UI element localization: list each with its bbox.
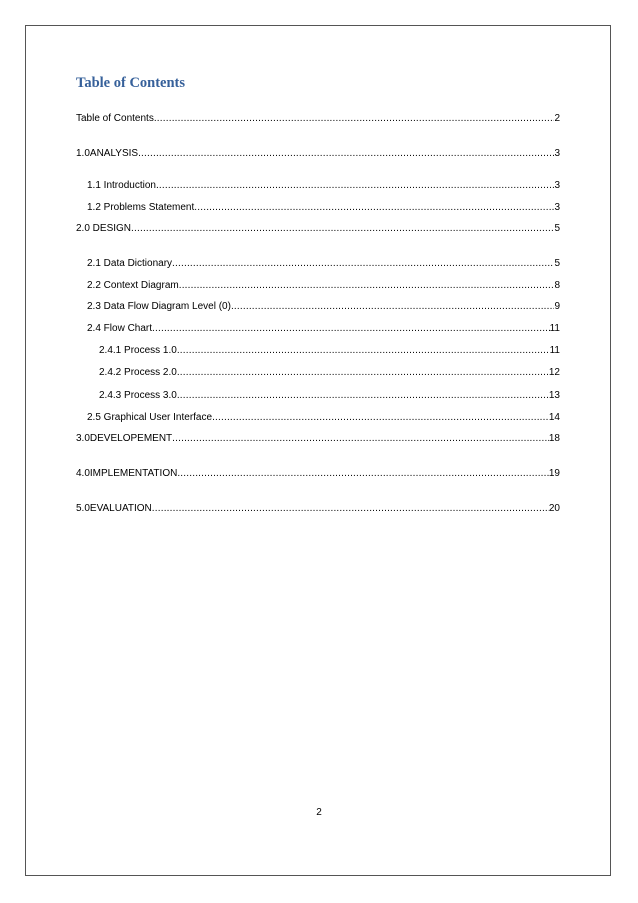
toc-entry-title: 3.0DEVELOPEMENT bbox=[76, 433, 173, 444]
toc-entry-title: 1.2 Problems Statement bbox=[87, 202, 195, 213]
toc-entry-page: 8 bbox=[554, 280, 560, 291]
toc-entry-title: 1.1 Introduction bbox=[87, 180, 156, 191]
toc-list bbox=[76, 0, 560, 903]
toc-entry-page: 2 bbox=[554, 113, 560, 124]
toc-entry-page: 9 bbox=[554, 301, 560, 312]
toc-entry-page: 3 bbox=[554, 148, 560, 159]
toc-entry-leader bbox=[194, 201, 554, 215]
toc-entry-design[interactable] bbox=[76, 222, 560, 236]
toc-entry-process-2[interactable] bbox=[99, 366, 560, 380]
toc-entry-introduction[interactable] bbox=[87, 179, 560, 193]
toc-heading: Table of Contents bbox=[76, 75, 186, 91]
toc-entry-process-1[interactable] bbox=[99, 344, 560, 358]
toc-entry-data-dictionary[interactable] bbox=[87, 257, 560, 271]
toc-entry-leader bbox=[156, 179, 555, 193]
toc-entry-page: 5 bbox=[554, 223, 560, 234]
toc-entry-title: 4.0IMPLEMENTATION bbox=[76, 468, 178, 479]
toc-entry-page: 3 bbox=[554, 202, 560, 213]
toc-entry-implementation[interactable] bbox=[76, 467, 560, 481]
toc-entry-leader bbox=[177, 389, 549, 403]
toc-entry-leader bbox=[172, 257, 554, 271]
toc-entry-title: 1.0ANALYSIS bbox=[76, 148, 139, 159]
toc-entry-title: 2.4.2 Process 2.0 bbox=[99, 367, 177, 378]
toc-entry-page: 14 bbox=[548, 412, 560, 423]
toc-entry-analysis[interactable] bbox=[76, 147, 560, 161]
toc-entry-page: 18 bbox=[548, 433, 560, 444]
toc-entry-evaluation[interactable] bbox=[76, 502, 560, 516]
toc-entry-leader bbox=[152, 322, 550, 336]
toc-entry-leader bbox=[152, 502, 549, 516]
toc-entry-page: 11 bbox=[549, 345, 560, 356]
toc-entry-page: 13 bbox=[548, 390, 560, 401]
toc-entry-leader bbox=[172, 432, 549, 446]
toc-entry-leader bbox=[231, 300, 554, 314]
page-number: 2 bbox=[316, 807, 322, 818]
toc-entry-process-3[interactable] bbox=[99, 389, 560, 403]
toc-entry-developement[interactable] bbox=[76, 432, 560, 446]
toc-entry-page: 5 bbox=[554, 258, 560, 269]
toc-entry-leader bbox=[179, 279, 555, 293]
toc-entry-title: 2.4.1 Process 1.0 bbox=[99, 345, 177, 356]
toc-entry-title: 2.1 Data Dictionary bbox=[87, 258, 173, 269]
toc-entry-page: 19 bbox=[548, 468, 560, 479]
toc-entry-leader bbox=[138, 147, 554, 161]
toc-entry-context-diagram[interactable] bbox=[87, 279, 560, 293]
toc-entry-page: 12 bbox=[548, 367, 560, 378]
toc-entry-leader bbox=[177, 344, 550, 358]
toc-entry-leader bbox=[154, 112, 555, 126]
toc-entry-flow-chart[interactable] bbox=[87, 322, 560, 336]
toc-entry-title: 2.3 Data Flow Diagram Level (0) bbox=[87, 301, 231, 312]
toc-entry-title: 2.4.3 Process 3.0 bbox=[99, 390, 177, 401]
toc-entry-graphical-user-interface[interactable] bbox=[87, 411, 560, 425]
toc-entry-title: 5.0EVALUATION bbox=[76, 503, 152, 514]
toc-entry-leader bbox=[212, 411, 549, 425]
toc-entry-page: 11 bbox=[549, 323, 560, 334]
toc-entry-table-of-contents[interactable] bbox=[76, 112, 560, 126]
toc-entry-title: Table of Contents bbox=[76, 113, 154, 124]
toc-entry-title: 2.4 Flow Chart bbox=[87, 323, 153, 334]
toc-entry-page: 3 bbox=[554, 180, 560, 191]
toc-entry-leader bbox=[131, 222, 554, 236]
toc-entry-title: 2.5 Graphical User Interface bbox=[87, 412, 213, 423]
toc-entry-leader bbox=[177, 366, 549, 380]
toc-entry-page: 20 bbox=[548, 503, 560, 514]
toc-entry-title: 2.0 DESIGN bbox=[76, 223, 132, 234]
toc-entry-leader bbox=[177, 467, 549, 481]
toc-entry-problems-statement[interactable] bbox=[87, 201, 560, 215]
toc-entry-title: 2.2 Context Diagram bbox=[87, 280, 179, 291]
toc-entry-data-flow-diagram[interactable] bbox=[87, 300, 560, 314]
